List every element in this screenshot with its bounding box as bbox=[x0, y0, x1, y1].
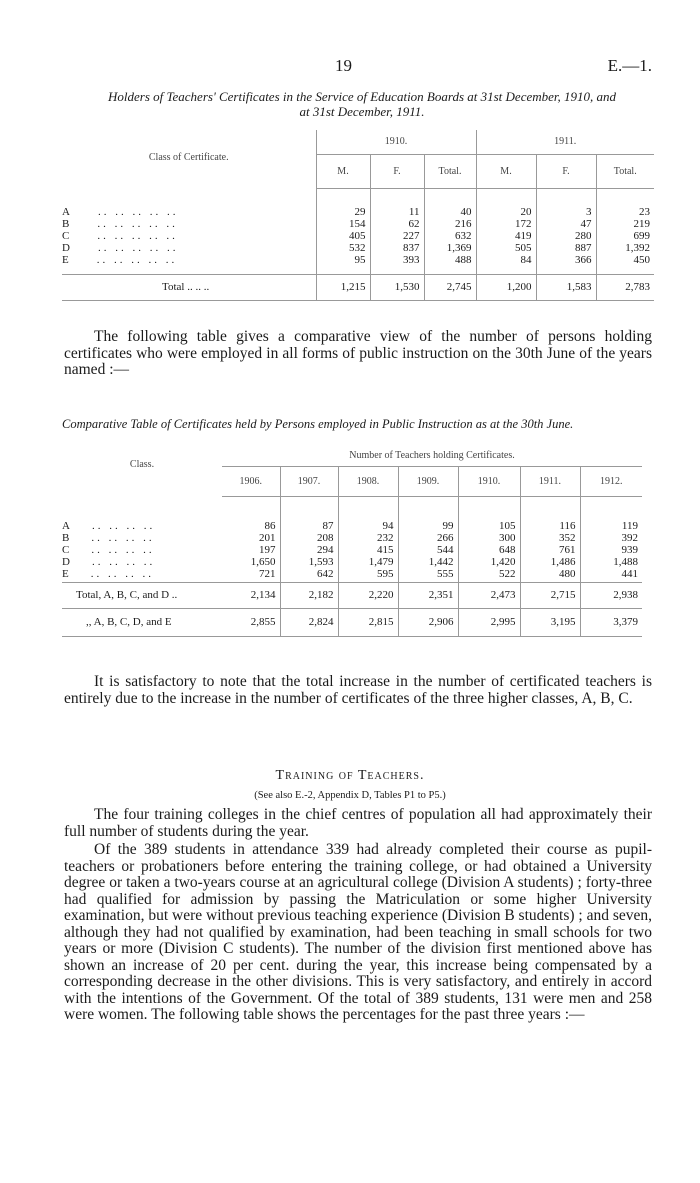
cell: 219 bbox=[596, 218, 654, 230]
table-row bbox=[62, 520, 642, 532]
cell: 95 bbox=[316, 254, 370, 268]
cell: 227 bbox=[370, 230, 424, 242]
cell: 441 bbox=[580, 568, 642, 582]
cell: 939 bbox=[580, 544, 642, 556]
cell: 86 bbox=[264, 520, 276, 532]
row-label: B .. .. .. .. .. bbox=[62, 218, 178, 230]
cell: 1,215 bbox=[316, 274, 370, 300]
cell: 480 bbox=[520, 568, 580, 582]
cell: 532 bbox=[316, 242, 370, 254]
cell: 2,938 bbox=[580, 582, 642, 608]
cell: 1,392 bbox=[596, 242, 654, 254]
table-row bbox=[62, 242, 654, 254]
cell: 419 bbox=[476, 230, 536, 242]
table1-sub-header: M. bbox=[476, 154, 536, 188]
cell: 294 bbox=[280, 544, 338, 556]
table2-class-header: Class. bbox=[129, 458, 155, 470]
table2-comparative-certificates bbox=[62, 446, 642, 648]
table2-year-header: 1909. bbox=[398, 466, 458, 496]
cell: 23 bbox=[596, 206, 654, 218]
table1-sub-header: F. bbox=[370, 154, 424, 188]
cell: 393 bbox=[370, 254, 424, 268]
table1-sub-header: Total. bbox=[424, 154, 476, 188]
cell: 197 bbox=[259, 544, 276, 556]
table-row bbox=[62, 532, 642, 544]
cell: 595 bbox=[338, 568, 398, 582]
cell: 208 bbox=[280, 532, 338, 544]
table1-caption-line: Holders of Teachers' Certificates in the Service of Education Boards at 31st December, 1910, and bbox=[107, 89, 617, 104]
cell: 3,195 bbox=[520, 608, 580, 636]
cell: 699 bbox=[596, 230, 654, 242]
table-row-total bbox=[62, 608, 642, 636]
cell: 1,479 bbox=[338, 556, 398, 568]
table-row bbox=[62, 230, 654, 242]
table-row bbox=[62, 206, 654, 218]
cell: 887 bbox=[536, 242, 596, 254]
table2-year-header: 1910. bbox=[458, 466, 520, 496]
cell: 87 bbox=[280, 520, 338, 532]
cell: 1,442 bbox=[398, 556, 458, 568]
cell: 99 bbox=[398, 520, 458, 532]
cell: 119 bbox=[580, 520, 642, 532]
cell: 1,486 bbox=[520, 556, 580, 568]
cell: 29 bbox=[316, 206, 370, 218]
cell: 761 bbox=[520, 544, 580, 556]
cell: 2,351 bbox=[398, 582, 458, 608]
table1-sub-header: M. bbox=[316, 154, 370, 188]
table1-caption-line: at 31st December, 1911. bbox=[299, 104, 425, 119]
cell: 721 bbox=[259, 568, 276, 580]
cell: 11 bbox=[370, 206, 424, 218]
cell: 280 bbox=[536, 230, 596, 242]
table2-year-header: 1907. bbox=[280, 466, 338, 496]
cell: 1,488 bbox=[580, 556, 642, 568]
table-row-total bbox=[62, 274, 654, 300]
total-label: ,, A, B, C, D, and E bbox=[62, 608, 222, 636]
table2-year-header: 1911. bbox=[520, 466, 580, 496]
cell: 94 bbox=[338, 520, 398, 532]
paragraph: The four training colleges in the chief centres of population all had approximately their full number of students during the year. bbox=[64, 806, 652, 840]
cell: 488 bbox=[424, 254, 476, 268]
cell: 1,650 bbox=[250, 556, 276, 568]
cell: 632 bbox=[424, 230, 476, 242]
page-header bbox=[0, 56, 700, 80]
page-number: 19 bbox=[335, 56, 352, 75]
total-label: Total, A, B, C, and D .. bbox=[62, 582, 222, 608]
cell: 1,200 bbox=[476, 274, 536, 300]
cell: 415 bbox=[338, 544, 398, 556]
table-row bbox=[62, 568, 642, 582]
cell: 522 bbox=[458, 568, 520, 582]
cell: 20 bbox=[476, 206, 536, 218]
cell: 47 bbox=[536, 218, 596, 230]
cell: 1,583 bbox=[536, 274, 596, 300]
cell: 2,824 bbox=[280, 608, 338, 636]
cell: 266 bbox=[398, 532, 458, 544]
cell: 105 bbox=[458, 520, 520, 532]
cell: 2,783 bbox=[596, 274, 654, 300]
table1-certificates-holders bbox=[62, 130, 654, 306]
cell: 1,420 bbox=[458, 556, 520, 568]
section-subtitle: (See also E.-2, Appendix D, Tables P1 to P5.) bbox=[254, 790, 446, 801]
cell: 300 bbox=[458, 532, 520, 544]
cell: 2,995 bbox=[458, 608, 520, 636]
cell: 544 bbox=[398, 544, 458, 556]
cell: 2,855 bbox=[222, 608, 280, 636]
table2-caption: Comparative Table of Certificates held by Persons employed in Public Instruction as at the 30th June. bbox=[62, 417, 574, 431]
row-label: D .. .. .. .. .. bbox=[62, 242, 179, 254]
table1-caption bbox=[62, 89, 662, 119]
cell: 392 bbox=[580, 532, 642, 544]
section-title: Training of Teachers. bbox=[275, 768, 425, 783]
cell: 201 bbox=[259, 532, 276, 544]
cell: 154 bbox=[316, 218, 370, 230]
table2-year-header: 1906. bbox=[222, 466, 280, 496]
total-label: Total .. .. .. bbox=[62, 274, 316, 300]
cell: 84 bbox=[476, 254, 536, 268]
cell: 2,906 bbox=[398, 608, 458, 636]
table1-class-header: Class of Certificate. bbox=[148, 151, 229, 163]
row-label: E .. .. .. .. bbox=[62, 568, 154, 580]
cell: 3 bbox=[536, 206, 596, 218]
cell: 2,220 bbox=[338, 582, 398, 608]
document-reference: E.—1. bbox=[607, 56, 652, 75]
cell: 555 bbox=[398, 568, 458, 582]
cell: 405 bbox=[316, 230, 370, 242]
cell: 505 bbox=[476, 242, 536, 254]
cell: 232 bbox=[338, 532, 398, 544]
cell: 2,134 bbox=[222, 582, 280, 608]
cell: 1,530 bbox=[370, 274, 424, 300]
table-row-total bbox=[62, 582, 642, 608]
cell: 366 bbox=[536, 254, 596, 268]
table2-group-header: Number of Teachers holding Certificates. bbox=[222, 446, 642, 466]
row-label: C .. .. .. .. .. bbox=[62, 230, 178, 242]
cell: 3,379 bbox=[580, 608, 642, 636]
cell: 62 bbox=[370, 218, 424, 230]
table-row bbox=[62, 218, 654, 230]
table2-year-header: 1908. bbox=[338, 466, 398, 496]
cell: 352 bbox=[520, 532, 580, 544]
table1-sub-header: Total. bbox=[596, 154, 654, 188]
paragraph: Of the 389 students in attendance 339 had already completed their course as pupil-teachers or probationers before entering the training college, or had obtained a University degree or taken a two-years course at an agricultural college (Division A students) ; forty-three had qualified for admission by passing the Matriculation or some higher University examination, but were without previous teaching experience (Division B students) ; and seven, although they had not qualified by examination, had been teaching in small schools for two years or more (Division C students). The number of the division first mentioned above has shown an increase of 20 per cent. during the year, this increase being compensated by a corresponding decrease in the other divisions. This is very satisfactory, and entirely in accord with the intentions of the Government. Of the total of 389 students, 131 were men and 258 were women. The following table shows the percentages for the past three years :— bbox=[64, 841, 652, 1023]
row-label: B .. .. .. .. bbox=[62, 532, 155, 544]
table-row bbox=[62, 254, 654, 268]
table1-sub-header: F. bbox=[536, 154, 596, 188]
paragraph: It is satisfactory to note that the total increase in the number of certificated teachers is entirely due to the increase in the number of certificates of the three higher classes, A, B, C. bbox=[64, 673, 652, 707]
table1-year-header: 1910. bbox=[316, 130, 476, 154]
row-label: A .. .. .. .. bbox=[62, 520, 156, 532]
table1-year-header: 1911. bbox=[476, 130, 654, 154]
cell: 2,715 bbox=[520, 582, 580, 608]
paragraph: The following table gives a comparative view of the number of persons holding certificates who were employed in all forms of public instruction on the 30th June of the years named :— bbox=[64, 328, 652, 378]
cell: 2,745 bbox=[424, 274, 476, 300]
cell: 642 bbox=[280, 568, 338, 582]
cell: 1,369 bbox=[424, 242, 476, 254]
cell: 116 bbox=[520, 520, 580, 532]
row-label: E .. .. .. .. .. bbox=[62, 254, 178, 266]
row-label: C .. .. .. .. bbox=[62, 544, 155, 556]
cell: 450 bbox=[596, 254, 654, 268]
table-row bbox=[62, 556, 642, 568]
row-label: D .. .. .. .. bbox=[62, 556, 156, 568]
table2-year-header: 1912. bbox=[580, 466, 642, 496]
cell: 216 bbox=[424, 218, 476, 230]
row-label: A .. .. .. .. .. bbox=[62, 206, 179, 218]
cell: 2,473 bbox=[458, 582, 520, 608]
table-row bbox=[62, 544, 642, 556]
cell: 40 bbox=[424, 206, 476, 218]
cell: 1,593 bbox=[280, 556, 338, 568]
cell: 837 bbox=[370, 242, 424, 254]
cell: 2,815 bbox=[338, 608, 398, 636]
cell: 172 bbox=[476, 218, 536, 230]
cell: 2,182 bbox=[280, 582, 338, 608]
cell: 648 bbox=[458, 544, 520, 556]
